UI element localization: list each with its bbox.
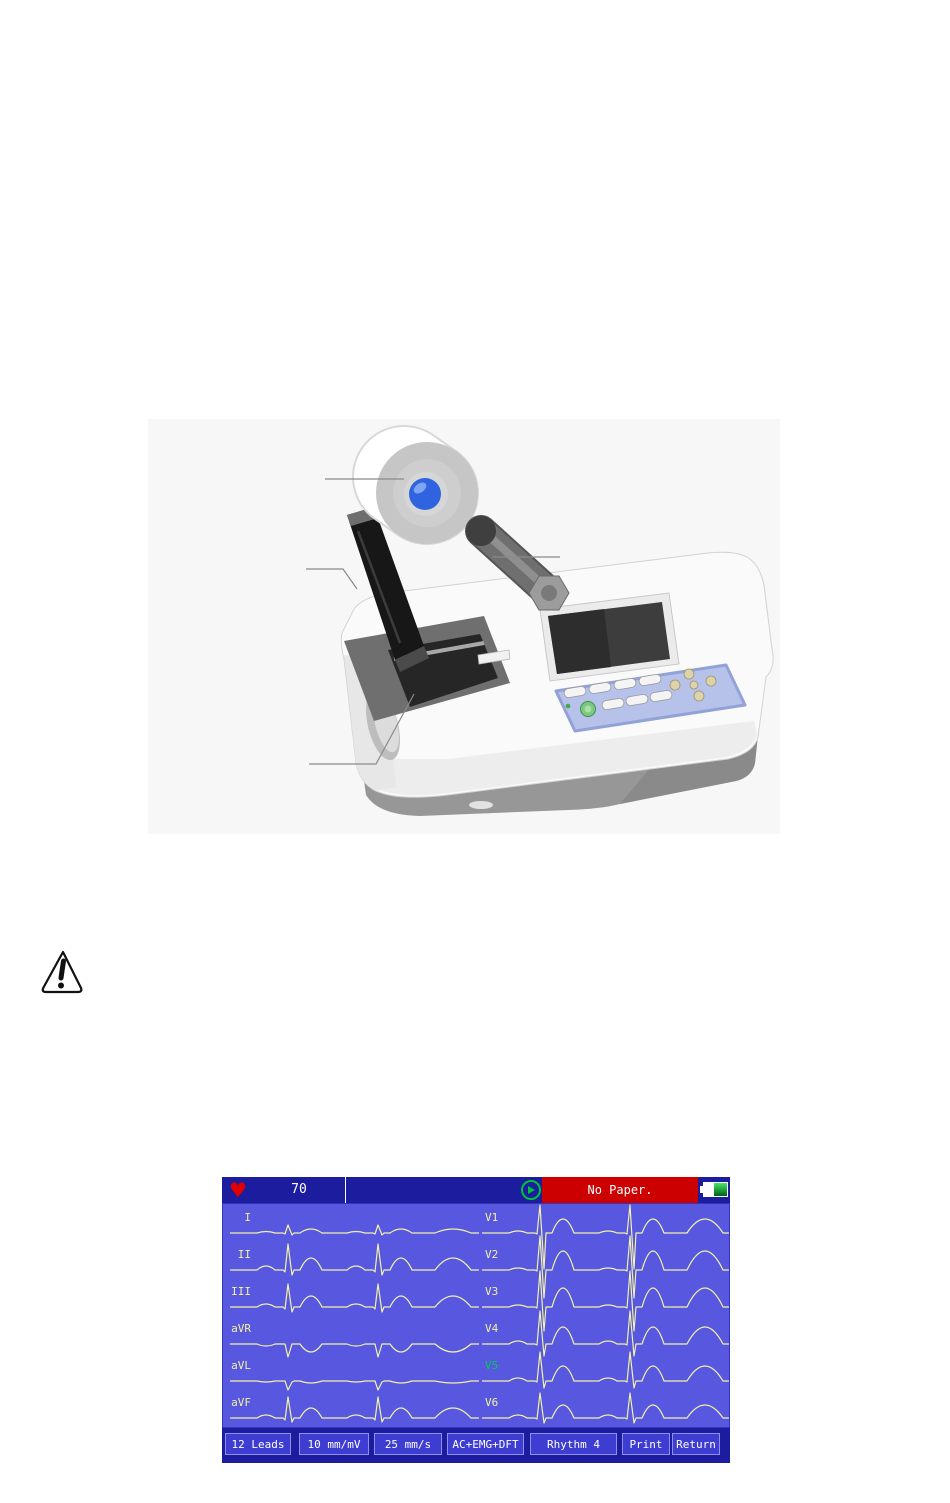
button-gain[interactable]: 10 mm/mV [299, 1433, 369, 1455]
lead-label-V4: V4 [485, 1322, 499, 1335]
lead-label-V1: V1 [485, 1211, 499, 1224]
heart-rate-value: 70 [291, 1182, 307, 1197]
battery-icon [703, 1182, 728, 1197]
play-icon[interactable] [521, 1180, 541, 1200]
exclamation-bar [61, 961, 64, 978]
ecg-traces-left-column [229, 1204, 479, 1428]
battery-level [714, 1183, 727, 1196]
paper-install-illustration [148, 419, 780, 834]
lead-label-aVL: aVL [231, 1359, 251, 1372]
lead-label-V3: V3 [485, 1285, 499, 1298]
ecg-trace-V6 [482, 1393, 730, 1423]
lead-label-II: II [237, 1248, 251, 1261]
paper-install-figure [148, 419, 780, 834]
ecg-trace-II [230, 1244, 479, 1275]
ecg-screen [222, 1177, 730, 1463]
lead-label-aVF: aVF [231, 1396, 251, 1409]
button-12-leads[interactable]: 12 Leads [225, 1433, 291, 1455]
button-rhythm[interactable]: Rhythm 4 [530, 1433, 617, 1455]
paper-alert-badge: No Paper. [542, 1177, 698, 1203]
callout-line-recorder-door [306, 569, 357, 589]
ecg-trace-V5 [482, 1352, 730, 1388]
ecg-button-bar [222, 1428, 730, 1463]
button-return[interactable]: Return [672, 1433, 720, 1455]
paper-roll [376, 442, 478, 544]
lead-label-aVR: aVR [231, 1322, 251, 1335]
ecg-trace-V4 [482, 1311, 730, 1356]
lead-label-V2: V2 [485, 1248, 499, 1261]
ecg-traces-right-column [481, 1204, 730, 1428]
roll-core [409, 478, 441, 510]
lead-label-V5: V5 [485, 1359, 499, 1372]
exclamation-dot [58, 983, 64, 989]
warning-triangle-icon [38, 948, 86, 996]
button-filter[interactable]: AC+EMG+DFT [447, 1433, 524, 1455]
ecg-status-bar [222, 1177, 730, 1203]
ecg-wave-area [222, 1203, 730, 1428]
play-triangle [528, 1186, 535, 1194]
ecg-trace-V2 [482, 1236, 730, 1298]
power-led-green [566, 704, 571, 709]
statusbar-divider [345, 1177, 346, 1203]
battery-terminal [700, 1186, 703, 1193]
button-speed[interactable]: 25 mm/s [374, 1433, 442, 1455]
lead-label-V6: V6 [485, 1396, 499, 1409]
lead-label-III: III [231, 1285, 251, 1298]
ecg-trace-aVR [230, 1344, 479, 1357]
button-print[interactable]: Print [622, 1433, 670, 1455]
ecg-trace-V3 [482, 1271, 730, 1331]
ecg-trace-aVF [230, 1397, 479, 1422]
ecg-trace-aVL [230, 1381, 479, 1390]
ecg-trace-III [230, 1284, 479, 1312]
lead-label-I: I [244, 1211, 251, 1224]
ecg-trace-I [230, 1225, 479, 1235]
heart-icon: ♥ [229, 1178, 247, 1202]
